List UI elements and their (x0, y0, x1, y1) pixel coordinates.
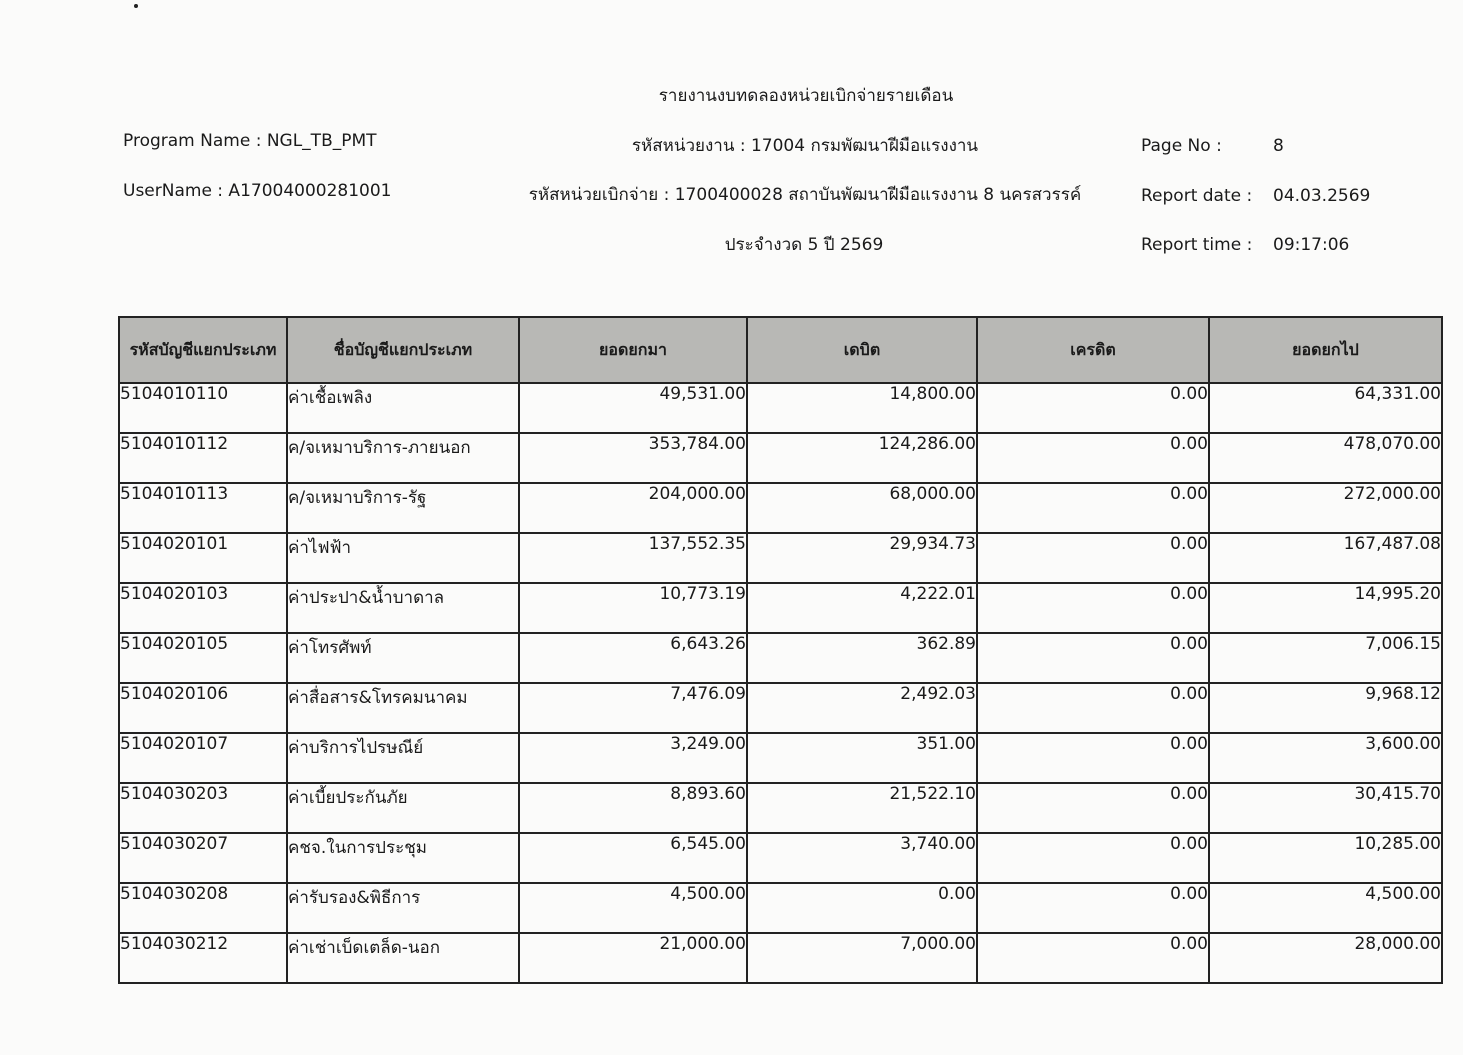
account-code: 5104020107 (119, 733, 287, 783)
table-row (119, 583, 1442, 633)
credit-value: 0.00 (977, 683, 1209, 733)
credit-value: 0.00 (977, 783, 1209, 833)
account-name: ค่าเช่าเบ็ดเตล็ด-นอก (287, 933, 519, 983)
header-credit: เครดิต (977, 317, 1209, 383)
carried-forward-value: 272,000.00 (1209, 483, 1442, 533)
account-name: ค่าบริการไปรษณีย์ (287, 733, 519, 783)
debit-value: 0.00 (747, 883, 977, 933)
account-code: 5104030212 (119, 933, 287, 983)
table-row (119, 633, 1442, 683)
credit-value: 0.00 (977, 583, 1209, 633)
header-account-name: ชื่อบัญชีแยกประเภท (287, 317, 519, 383)
report-time-value: 09:17:06 (1273, 235, 1350, 255)
carried-forward-value: 14,995.20 (1209, 583, 1442, 633)
table-row (119, 783, 1442, 833)
brought-forward-value: 6,545.00 (519, 833, 747, 883)
account-name: ค่ารับรอง&พิธีการ (287, 883, 519, 933)
debit-value: 3,740.00 (747, 833, 977, 883)
table-header-row (119, 317, 1442, 383)
credit-value: 0.00 (977, 633, 1209, 683)
debit-value: 362.89 (747, 633, 977, 683)
debit-value: 14,800.00 (747, 383, 977, 433)
period-line: ประจำงวด 5 ปี 2569 (724, 235, 884, 255)
department-line: รหัสหน่วยงาน : 17004 กรมพัฒนาฝีมือแรงงาน (631, 136, 979, 156)
page-no-label: Page No : (1141, 136, 1222, 156)
account-code: 5104020105 (119, 633, 287, 683)
brought-forward-value: 353,784.00 (519, 433, 747, 483)
username: UserName : A17004000281001 (123, 181, 392, 201)
header-account-code: รหัสบัญชีแยกประเภท (119, 317, 287, 383)
account-code: 5104020101 (119, 533, 287, 583)
carried-forward-value: 478,070.00 (1209, 433, 1442, 483)
table-row (119, 933, 1442, 983)
credit-value: 0.00 (977, 533, 1209, 583)
debit-value: 68,000.00 (747, 483, 977, 533)
account-code: 5104020106 (119, 683, 287, 733)
program-name: Program Name : NGL_TB_PMT (123, 131, 377, 151)
account-name: ค่าโทรศัพท์ (287, 633, 519, 683)
brought-forward-value: 6,643.26 (519, 633, 747, 683)
table-row (119, 683, 1442, 733)
account-code: 5104010110 (119, 383, 287, 433)
brought-forward-value: 10,773.19 (519, 583, 747, 633)
credit-value: 0.00 (977, 483, 1209, 533)
brought-forward-value: 7,476.09 (519, 683, 747, 733)
debit-value: 124,286.00 (747, 433, 977, 483)
table-row (119, 533, 1442, 583)
carried-forward-value: 10,285.00 (1209, 833, 1442, 883)
header-brought-forward: ยอดยกมา (519, 317, 747, 383)
account-name: ค่าประปา&น้ำบาดาล (287, 583, 519, 633)
report-date-label: Report date : (1141, 186, 1253, 206)
debit-value: 21,522.10 (747, 783, 977, 833)
report-time-label: Report time : (1141, 235, 1253, 255)
brought-forward-value: 21,000.00 (519, 933, 747, 983)
brought-forward-value: 137,552.35 (519, 533, 747, 583)
brought-forward-value: 8,893.60 (519, 783, 747, 833)
debit-value: 2,492.03 (747, 683, 977, 733)
credit-value: 0.00 (977, 833, 1209, 883)
carried-forward-value: 64,331.00 (1209, 383, 1442, 433)
debit-value: 351.00 (747, 733, 977, 783)
table-row (119, 483, 1442, 533)
report-date-value: 04.03.2569 (1273, 186, 1371, 206)
table-row (119, 733, 1442, 783)
table-row (119, 833, 1442, 883)
header-carried-forward: ยอดยกไป (1209, 317, 1442, 383)
carried-forward-value: 9,968.12 (1209, 683, 1442, 733)
carried-forward-value: 4,500.00 (1209, 883, 1442, 933)
brought-forward-value: 49,531.00 (519, 383, 747, 433)
header-debit: เดบิต (747, 317, 977, 383)
disbursement-unit-line: รหัสหน่วยเบิกจ่าย : 1700400028 สถาบันพัฒนาฝีมือแรงงาน 8 นครสวรรค์ (528, 185, 1082, 205)
debit-value: 29,934.73 (747, 533, 977, 583)
account-name: ค่าเบี้ยประกันภัย (287, 783, 519, 833)
credit-value: 0.00 (977, 883, 1209, 933)
brought-forward-value: 4,500.00 (519, 883, 747, 933)
account-name: ค/จเหมาบริการ-รัฐ (287, 483, 519, 533)
debit-value: 7,000.00 (747, 933, 977, 983)
credit-value: 0.00 (977, 433, 1209, 483)
account-name: ค่าเชื้อเพลิง (287, 383, 519, 433)
carried-forward-value: 167,487.08 (1209, 533, 1442, 583)
carried-forward-value: 7,006.15 (1209, 633, 1442, 683)
account-code: 5104010112 (119, 433, 287, 483)
carried-forward-value: 28,000.00 (1209, 933, 1442, 983)
credit-value: 0.00 (977, 733, 1209, 783)
report-title: รายงานงบทดลองหน่วยเบิกจ่ายรายเดือน (658, 86, 954, 106)
credit-value: 0.00 (977, 933, 1209, 983)
account-code: 5104030208 (119, 883, 287, 933)
brought-forward-value: 3,249.00 (519, 733, 747, 783)
carried-forward-value: 3,600.00 (1209, 733, 1442, 783)
account-code: 5104020103 (119, 583, 287, 633)
table-row (119, 433, 1442, 483)
table-row (119, 883, 1442, 933)
page-no-value: 8 (1273, 136, 1284, 156)
debit-value: 4,222.01 (747, 583, 977, 633)
account-code: 5104010113 (119, 483, 287, 533)
account-name: ค่าสื่อสาร&โทรคมนาคม (287, 683, 519, 733)
brought-forward-value: 204,000.00 (519, 483, 747, 533)
paper-speck (134, 4, 138, 8)
credit-value: 0.00 (977, 383, 1209, 433)
table-row (119, 383, 1442, 433)
account-name: คชจ.ในการประชุม (287, 833, 519, 883)
account-code: 5104030203 (119, 783, 287, 833)
trial-balance-table (118, 316, 1443, 984)
account-code: 5104030207 (119, 833, 287, 883)
account-name: ค/จเหมาบริการ-ภายนอก (287, 433, 519, 483)
account-name: ค่าไฟฟ้า (287, 533, 519, 583)
carried-forward-value: 30,415.70 (1209, 783, 1442, 833)
